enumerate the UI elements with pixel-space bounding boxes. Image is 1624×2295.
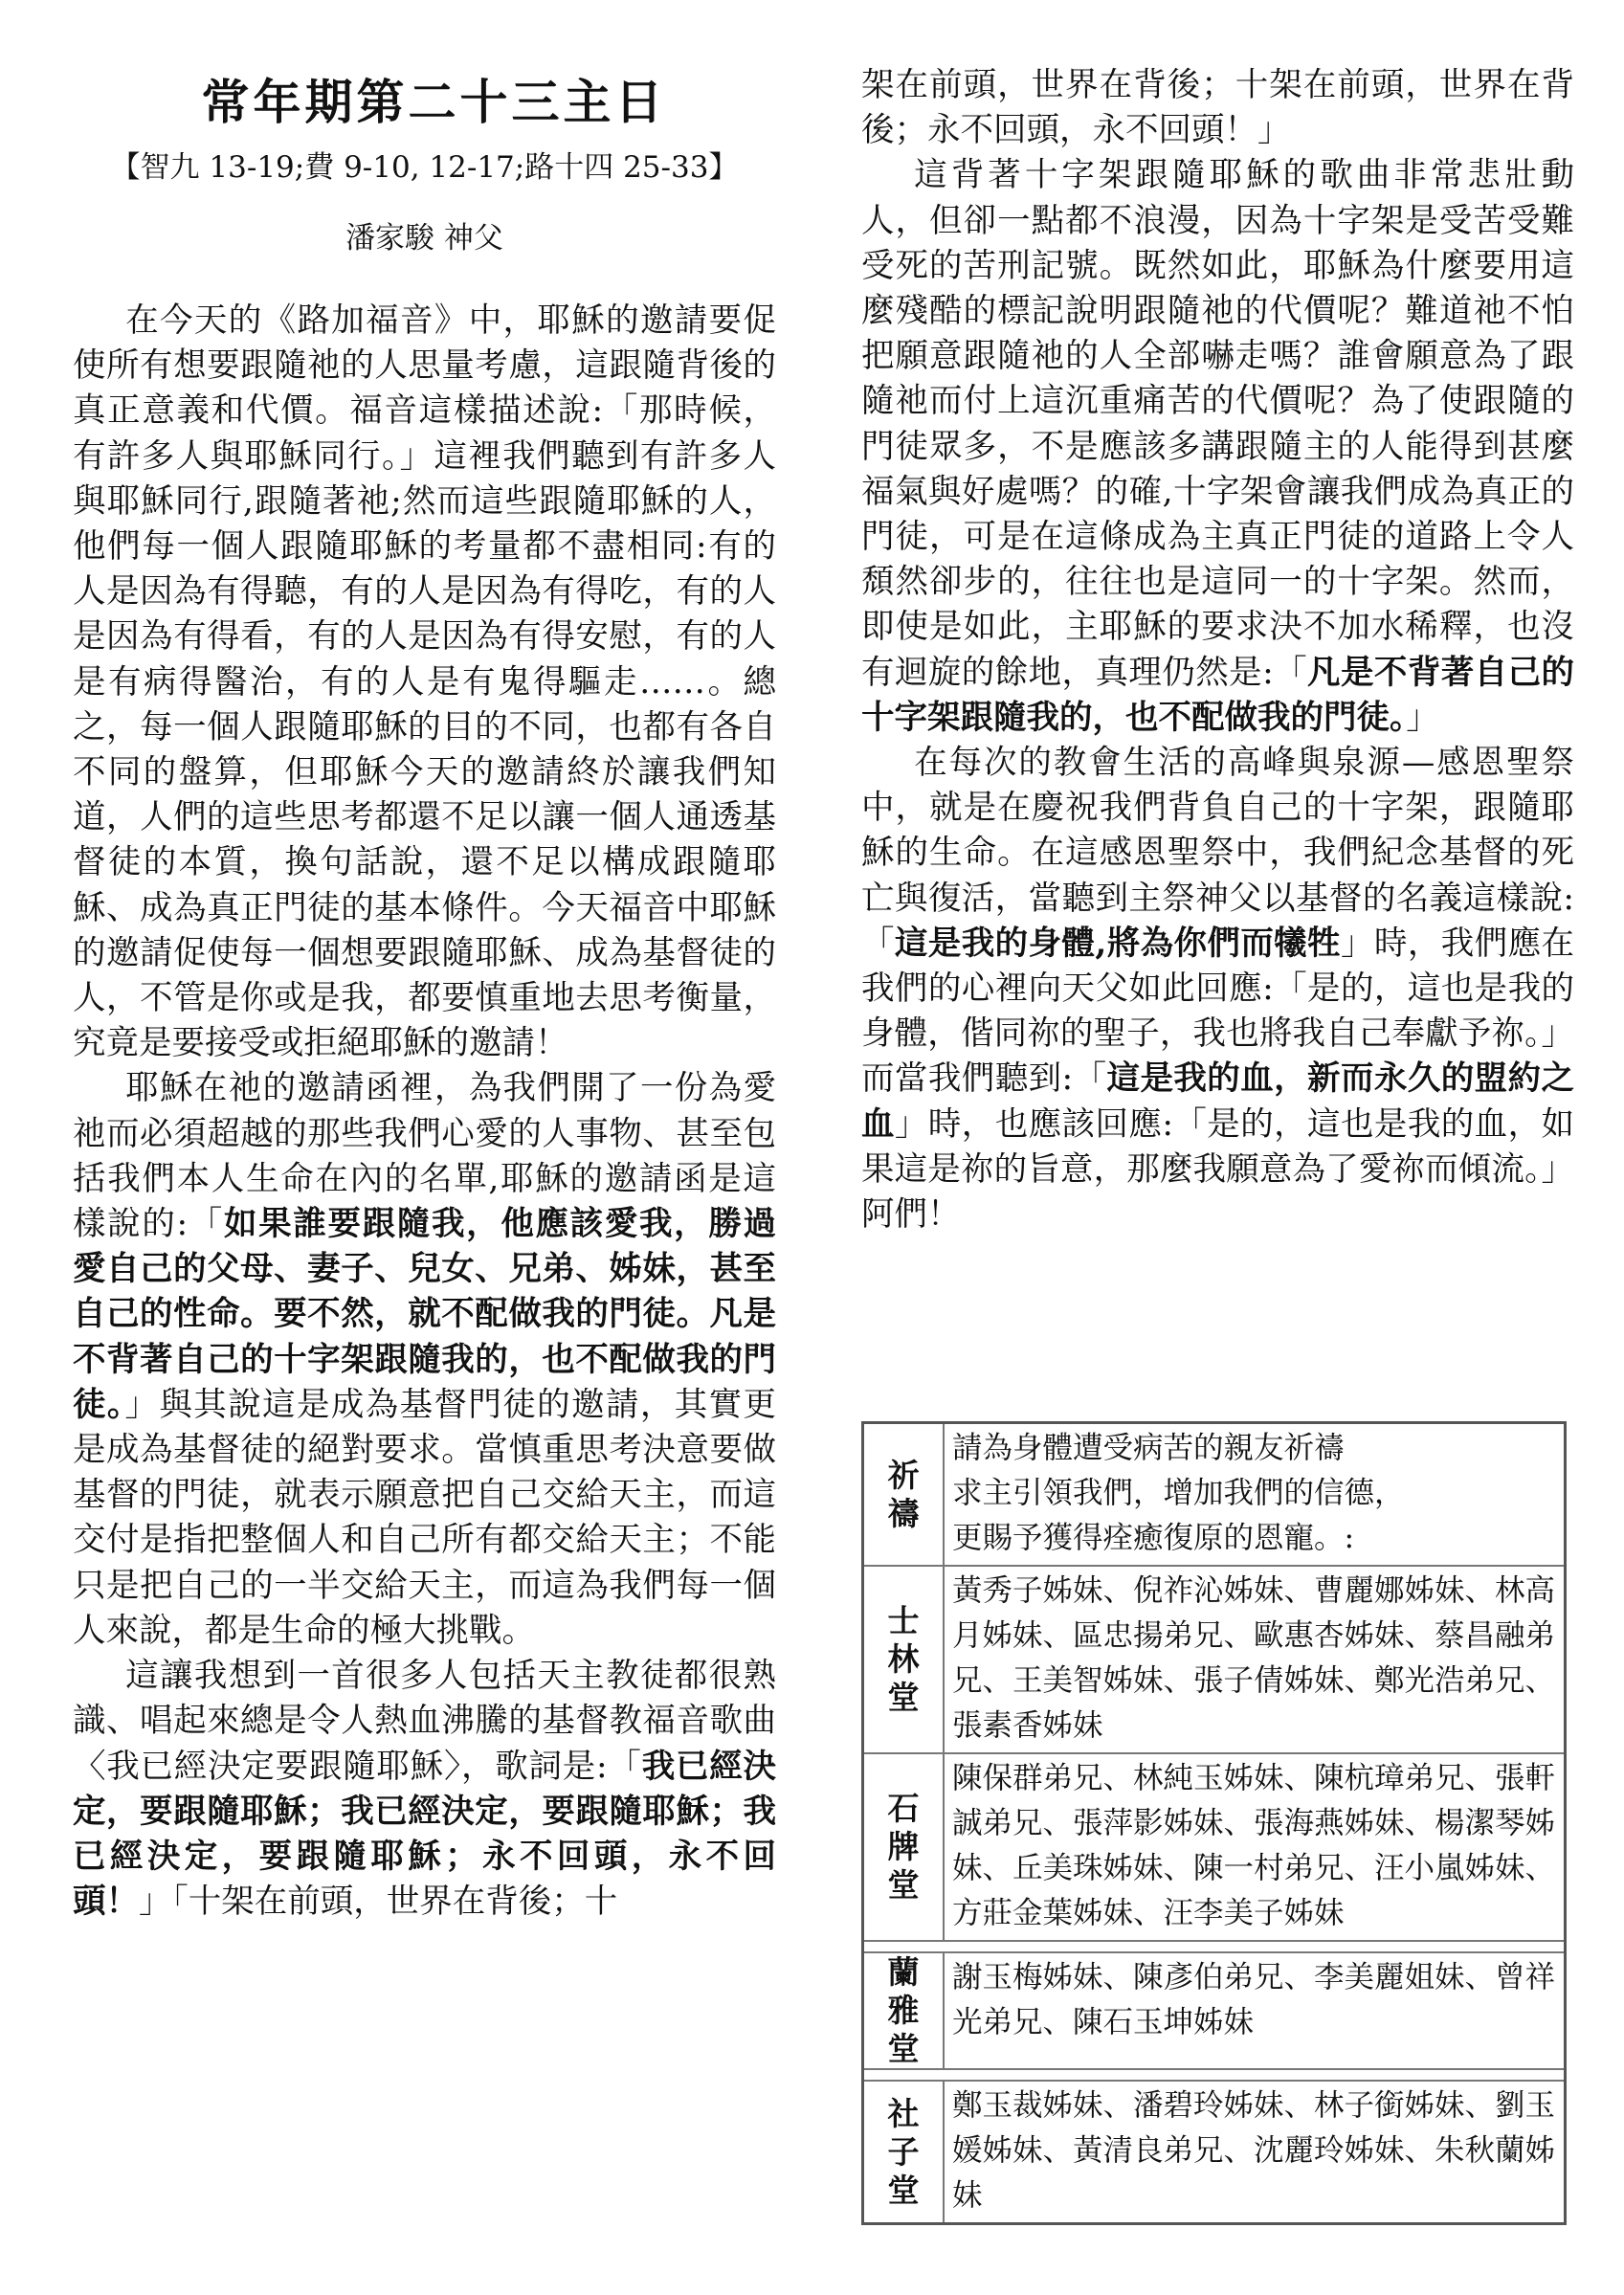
gospel-quote-bold: 凡是不背著自己的十字架跟隨我的，也不配做我的門徒。 xyxy=(861,653,1575,737)
consecration-body-bold: 這是我的身體,將為你們而犧牲 xyxy=(894,924,1342,963)
paragraph-text: 耶穌在祂的邀請函裡，為我們開了一份為愛祂而必須超越的那些我們心愛的人事物、甚至包括我們本人生命在內的名單,耶穌的邀請函是這樣說的:「 xyxy=(73,1069,776,1244)
right-column xyxy=(861,63,1574,1237)
prayer-row-shipai xyxy=(863,1753,1566,1941)
names-list: 陳保群弟兄、林純玉姊妹、陳杭璋弟兄、張軒誠弟兄、張萍影姊妹、張海燕姊妹、楊潔琴姊妹、丘美珠姊妹、陳一村弟兄、汪小嵐姊妹、方莊金葉姊妹、汪李美子姊妹 xyxy=(944,1753,1566,1941)
prayer-intro-text: 請為身體遭受病苦的親友祈禱 求主引領我們，增加我們的信德， 更賜予獲得痊癒復原的恩寵。: xyxy=(944,1423,1566,1567)
homily-paragraph-3 xyxy=(73,1654,776,1925)
paragraph-text: 」時，我們應在我們的心裡向天父如此回應:「是的，這也是我的身體，偕同祢的聖子，我也將我自己奉獻予祢。」而當我們聽到:「 xyxy=(861,924,1575,1099)
row-label: 社子堂 xyxy=(863,2081,945,2224)
consecration-blood-bold: 這是我的血，新而永久的盟約之血 xyxy=(861,1059,1575,1144)
homily-paragraph-4 xyxy=(861,153,1574,741)
paragraph-text: 」 xyxy=(1406,698,1439,737)
prayer-row-shezi xyxy=(863,2081,1566,2224)
table-spacer xyxy=(863,2069,1566,2081)
left-column xyxy=(73,69,776,1925)
names-list: 謝玉梅姊妹、陳彥伯弟兄、李美麗姐妹、曾祥光弟兄、陳石玉坤姊妹 xyxy=(944,1952,1566,2069)
paragraph-text: 」「十架在前頭，世界在背後；十 xyxy=(139,1883,618,1922)
scripture-readings: 【智九 13-19;費 9-10, 12-17;路十四 25-33】 xyxy=(110,150,739,185)
prayer-row-shilin xyxy=(863,1566,1566,1753)
names-list: 鄭玉裁姊妹、潘碧玲姊妹、林子銜姊妹、劉玉媛姊妹、黃清良弟兄、沈麗玲姊妹、朱秋蘭姊妹 xyxy=(944,2081,1566,2224)
paragraph-text: 」時，也應該回應:「是的，這也是我的血，如果這是祢的旨意，那麼我願意為了愛祢而傾流。」阿們！ xyxy=(861,1104,1575,1235)
row-label: 石牌堂 xyxy=(863,1753,945,1941)
row-label: 蘭雅堂 xyxy=(863,1952,945,2069)
prayer-row-lanya xyxy=(863,1952,1566,2069)
prayer-list-table xyxy=(861,1421,1567,2225)
row-label: 祈禱 xyxy=(863,1423,945,1567)
song-lyrics-bold: 我已經決定，要跟隨耶穌；我已經決定，要跟隨耶穌；我已經決定，要跟隨耶穌；永不回頭，永不回頭！ xyxy=(73,1747,777,1922)
page-title: 常年期第二十三主日 xyxy=(201,74,667,130)
paragraph-text: 在每次的教會生活的高峰與泉源—感恩聖祭中，就是在慶祝我們背負自己的十字架，跟隨耶穌的生命。在這感恩聖祭中，我們紀念基督的死亡與復活，當聽到主祭神父以基督的名義這樣說:「 xyxy=(861,744,1574,963)
homily-paragraph-2 xyxy=(73,1066,776,1654)
row-label: 士林堂 xyxy=(863,1566,945,1753)
paragraph-text: 」與其說這是成為基督門徒的邀請，其實更是成為基督徒的絕對要求。當慎重思考決意要做基督的門徒，就表示願意把自己交給天主，而這交付是指把整個人和自己所有都交給天主；不能只是把自己的一半交給天主，而這為我們每一個人來說，都是生命的極大挑戰。 xyxy=(73,1385,777,1650)
paragraph-text: 這讓我想到一首很多人包括天主教徒都很熟識、唱起來總是令人熱血沸騰的基督教福音歌曲〈我已經決定要跟隨耶穌〉，歌詞是:「 xyxy=(73,1657,776,1786)
paragraph-text: 這背著十字架跟隨耶穌的歌曲非常悲壯動人，但卻一點都不浪漫，因為十字架是受苦受難受死的苦刑記號。既然如此，耶穌為什麼要用這麼殘酷的標記說明跟隨祂的代價呢？難道祂不怕把願意跟隨祂的人全部嚇走嗎？誰會願意為了跟隨祂而付上這沉重痛苦的代價呢？為了使跟隨的門徒眾多，不是應該多講跟隨主的人能得到甚麼福氣與好處嗎？的確,十字架會讓我們成為真正的門徒，可是在這條成為主真正門徒的道路上令人頹然卻步的，往往也是這同一的十字架。然而，即使是如此，主耶穌的要求決不加水稀釋，也沒有迴旋的餘地，真理仍然是:「 xyxy=(861,156,1574,692)
prayer-row-intro xyxy=(863,1423,1566,1567)
names-list: 黃秀子姊妹、倪祚沁姊妹、曹麗娜姊妹、林高月姊妹、區忠揚弟兄、歐惠杏姊妹、蔡昌融弟兄、王美智姊妹、張子倩姊妹、鄭光浩弟兄、張素香姊妹 xyxy=(944,1566,1566,1753)
homily-paragraph-5 xyxy=(861,741,1574,1237)
table-spacer xyxy=(863,1941,1566,1952)
author: 潘家駿 神父 xyxy=(345,221,503,256)
homily-paragraph-1: 在今天的《路加福音》中，耶穌的邀請要促使所有想要跟隨祂的人思量考慮，這跟隨背後的真正意義和代價。福音這樣描述說:「那時候，有許多人與耶穌同行。」這裡我們聽到有許多人與耶穌同行,跟隨著祂;然而這些跟隨耶穌的人，他們每一個人跟隨耶穌的考量都不盡相同:有的人是因為有得聽，有的人是因為有得吃，有的人是因為有得看，有的人是因為有得安慰，有的人是有病得醫治，有的人是有鬼得驅走……。總之，每一個人跟隨耶穌的目的不同，也都有各自不同的盤算，但耶穌今天的邀請終於讓我們知道，人們的這些思考都還不足以讓一個人通透基督徒的本質，換句話說，還不足以構成跟隨耶穌、成為真正門徒的基本條件。今天福音中耶穌的邀請促使每一個想要跟隨耶穌、成為基督徒的人，不管是你或是我，都要慎重地去思考衡量，究竟是要接受或拒絕耶穌的邀請！ xyxy=(73,301,776,1063)
gospel-quote-bold: 如果誰要跟隨我，他應該愛我，勝過愛自己的父母、妻子、兒女、兄弟、姊妹，甚至自己的性命。要不然，就不配做我的門徒。凡是不背著自己的十字架跟隨我的，也不配做我的門徒。 xyxy=(73,1205,776,1424)
homily-paragraph-3-continued: 架在前頭，世界在背後；十架在前頭，世界在背後；永不回頭，永不回頭！」 xyxy=(861,66,1574,150)
